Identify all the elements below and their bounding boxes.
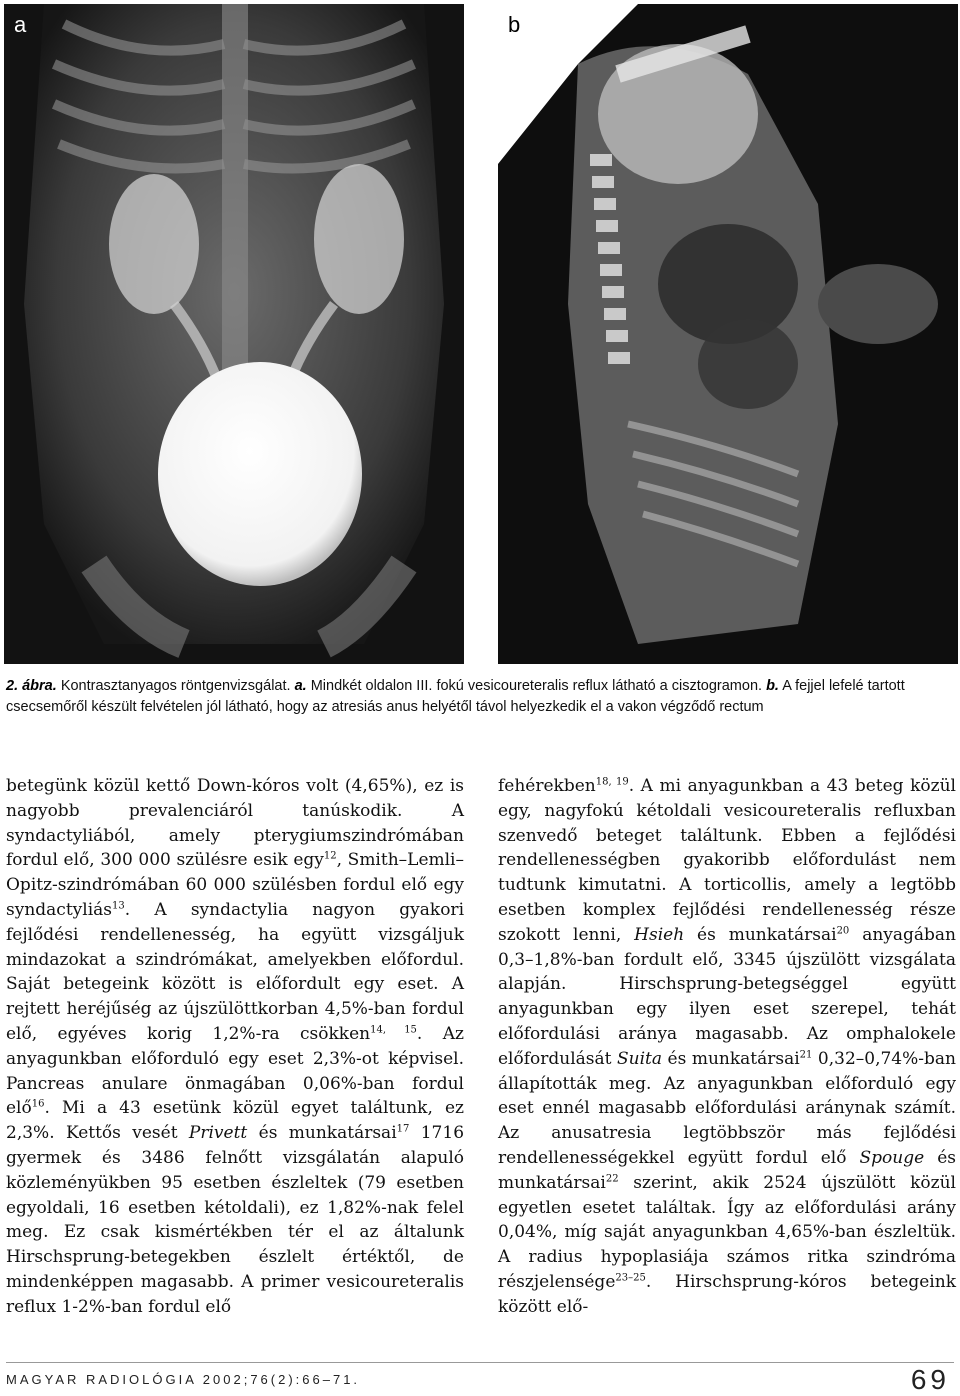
- caption-b-text: A fejjel lefelé tartott csecsemőről készült felvételen jól látható, hogy az atresiás anus helyétől távol helyezkedik el a vakon végződő rectum: [6, 678, 905, 715]
- footer-divider: [6, 1362, 954, 1363]
- xray-image-a: [4, 4, 464, 664]
- figure-caption: [6, 676, 954, 718]
- paragraph: fehérekben$^{18, 19}$. A mi anyagunkban a 43 beteg közül egy, nagyfokú kétoldali vesicoureteralis refluxban szenvedő beteget találtunk. Ebben a fejlődési rendellenességben gyakoribb előfordulást nem tudtunk kimutatni. A torticollis, amely a legtöbb esetben komplex fejlődési rendellenesség része szokott lenni, Hsieh és munkatársai$^{20}$ anyagában 0,3–1,8%-ban fordult elő, 3345 újszülött vizsgálata alapján. Hirschsprung-betegséggel együtt anyagunkban egy ilyen eset szerepel, tehát előfordulási aránya magasabb. Az omphalokele előfordulását Suita és munkatársai$^{21}$ 0,32–0,74%-ban állapították meg. Az anyagunkban előforduló egy eset ennél magasabb előfordulási aránynak számít. Az anusatresia legtöbbször más fejlődési rendellenességekkel együtt fordul elő Spouge és munkatársai$^{22}$ szerint, akik 2524 újszülött közül egyetlen esetet találtak. Így az előfordulási arány 0,04%, míg saját anyagunkban 4,65%-ban észleltük. A radius hypoplasiája számos ritka szindróma részjelensége$^{23-25}$. Hirschsprung-kóros betegeink között elő-: [498, 776, 956, 1317]
- caption-a-text: Mindkét oldalon III. fokú vesicoureteralis reflux látható a cisztogramon.: [310, 678, 763, 694]
- left-kidney-reflux: [109, 174, 199, 314]
- journal-citation: MAGYAR RADIOLÓGIA 2002;76(2):66–71.: [6, 1372, 361, 1387]
- paragraph: betegünk közül kettő Down-kóros volt (4,65%), ez is nagyobb prevalenciáról tanúskodik. A syndactyliából, amely pterygiumszindrómában fordul elő, 300 000 szülésre esik egy$^{12}$, Smith–Lemli–Opitz-szindrómában 60 000 szülésben fordul elő egy syndactyliás$^{13}$. A syndactylia nagyon gyakori fejlődési rendellenesség, ha együtt vizsgáljuk mindazokat a szindrómákat, amelyekben előfordul. Saját betegeink között is előfordult egy eset. A rejtett heréjűség az újszülöttkorban 4,5%-ban fordul elő, egyéves korig 1,2%-ra csökken$^{14, 15}$. Az anyagunkban előforduló egy eset 2,3%-ot képvisel. Pancreas anulare önmagában 0,06%-ban fordul elő$^{16}$. Mi a 43 esetünk közül egyet találtunk, ez 2,3%. Kettős vesét Privett és munkatársai$^{17}$ 1716 gyermek és 3486 felnőtt vizsgálatán alapuló közleményükben 95 esetben észleltek (79 esetben egyoldali, 16 esetben kétoldali), ez 1,82%-nak felel meg. Ez csak kismértékben tér el az általunk Hirschsprung-betegekben észlelt értéktől, de mindenképpen magasabb. A primer vesicoureteralis reflux 1-2%-ban fordul elő: [6, 776, 465, 1317]
- caption-b-marker: b.: [766, 678, 779, 694]
- body-column-right: [498, 774, 956, 1320]
- contrast-filled-bladder: [158, 362, 362, 586]
- right-kidney-reflux: [314, 164, 404, 314]
- caption-lead: 2. ábra.: [6, 678, 57, 694]
- panel-a-label: a: [14, 12, 27, 37]
- caption-a-marker: a.: [294, 678, 307, 694]
- caption-title: Kontrasztanyagos röntgenvizsgálat.: [60, 678, 291, 694]
- body-column-left: [6, 774, 464, 1320]
- panel-b-label: b: [508, 12, 521, 37]
- xray-image-b: [498, 4, 958, 664]
- xray-panel-b: [498, 4, 958, 664]
- page-number: 69: [910, 1364, 950, 1395]
- xray-panel-a: [4, 4, 464, 664]
